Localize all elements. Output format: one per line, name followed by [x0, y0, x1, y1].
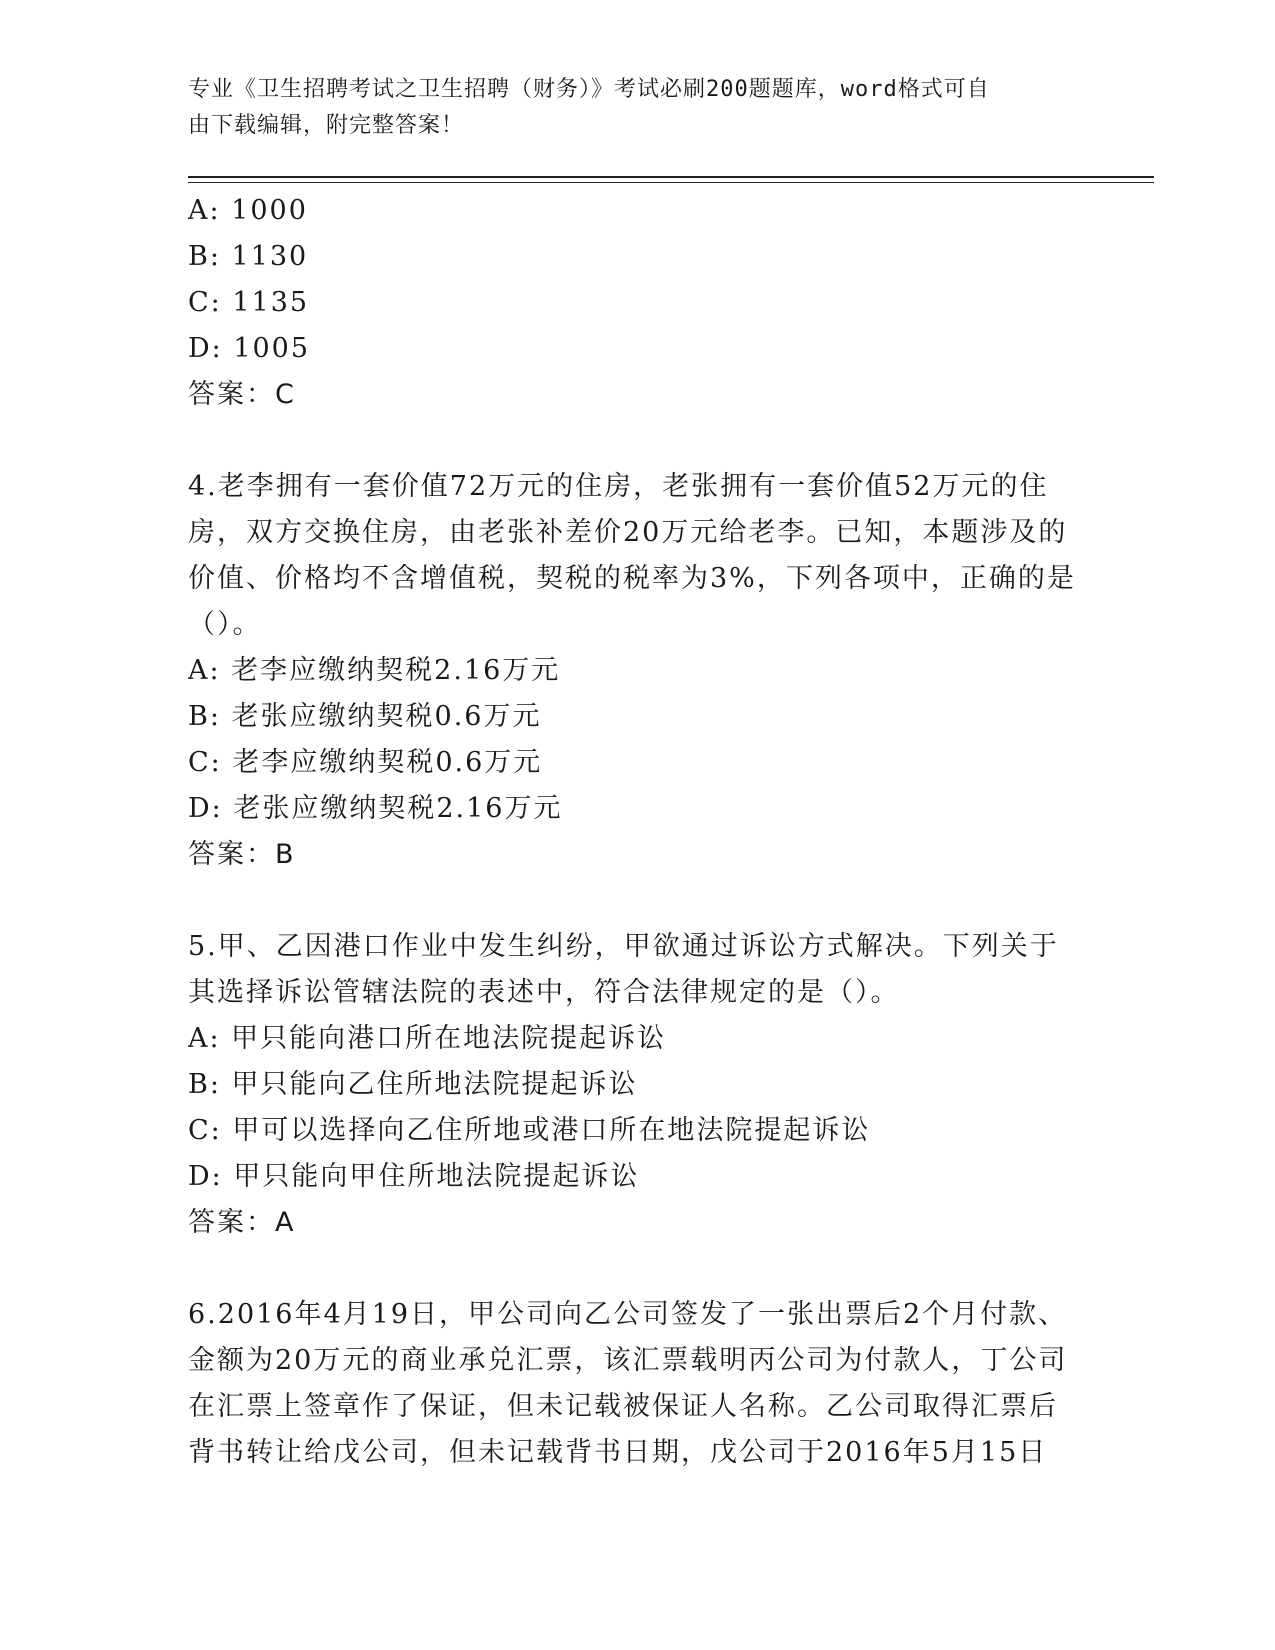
question-text-line: 在汇票上签章作了保证，但未记载被保证人名称。乙公司取得汇票后: [188, 1391, 1058, 1422]
option-b: B: 甲只能向乙住所地法院提起诉讼: [188, 1069, 638, 1100]
question-text-line: 房，双方交换住房，由老张补差价20万元给老李。已知，本题涉及的: [188, 517, 1068, 548]
option-c: C: 老李应缴纳契税0.6万元: [188, 747, 543, 778]
question-3-options: [188, 188, 1088, 418]
document-header: [188, 72, 1068, 144]
question-text-line: 金额为20万元的商业承兑汇票，该汇票载明丙公司为付款人，丁公司: [188, 1345, 1068, 1376]
header-line-1: 专业《卫生招聘考试之卫生招聘（财务）》考试必刷200题题库，word格式可自: [188, 77, 990, 102]
header-divider: [188, 176, 1154, 178]
document-body: [188, 188, 1088, 1476]
question-4: [188, 464, 1088, 878]
option-a: A: 老李应缴纳契税2.16万元: [188, 655, 561, 686]
header-line-2: 由下载编辑，附完整答案！: [188, 113, 465, 138]
option-b: B: 老张应缴纳契税0.6万元: [188, 701, 542, 732]
option-d: D: 老张应缴纳契税2.16万元: [188, 793, 563, 824]
option-d: D: 甲只能向甲住所地法院提起诉讼: [188, 1161, 640, 1192]
answer: 答案：B: [188, 839, 296, 870]
option-c: C: 1135: [188, 287, 310, 318]
question-text-line: 4.老李拥有一套价值72万元的住房，老张拥有一套价值52万元的住: [188, 471, 1049, 502]
question-text-line: 5.甲、乙因港口作业中发生纠纷，甲欲通过诉讼方式解决。下列关于: [188, 931, 1059, 962]
question-text-line: （）。: [188, 609, 262, 640]
option-b: B: 1130: [188, 241, 309, 272]
option-a: A: 甲只能向港口所在地法院提起诉讼: [188, 1023, 667, 1054]
question-text-line: 价值、价格均不含增值税，契税的税率为3%，下列各项中，正确的是: [188, 563, 1076, 594]
answer: 答案：A: [188, 1207, 296, 1238]
option-d: D: 1005: [188, 333, 311, 364]
question-text-line: 其选择诉讼管辖法院的表述中，符合法律规定的是（）。: [188, 977, 900, 1008]
header-divider-thin: [188, 182, 1154, 183]
question-5: [188, 924, 1088, 1246]
answer: 答案：C: [188, 379, 296, 410]
question-text-line: 背书转让给戊公司，但未记载背书日期，戊公司于2016年5月15日: [188, 1437, 1048, 1468]
option-c: C: 甲可以选择向乙住所地或港口所在地法院提起诉讼: [188, 1115, 871, 1146]
question-text-line: 6.2016年4月19日，甲公司向乙公司签发了一张出票后2个月付款、: [188, 1299, 1068, 1330]
question-6: [188, 1292, 1088, 1476]
option-a: A: 1000: [188, 195, 308, 226]
